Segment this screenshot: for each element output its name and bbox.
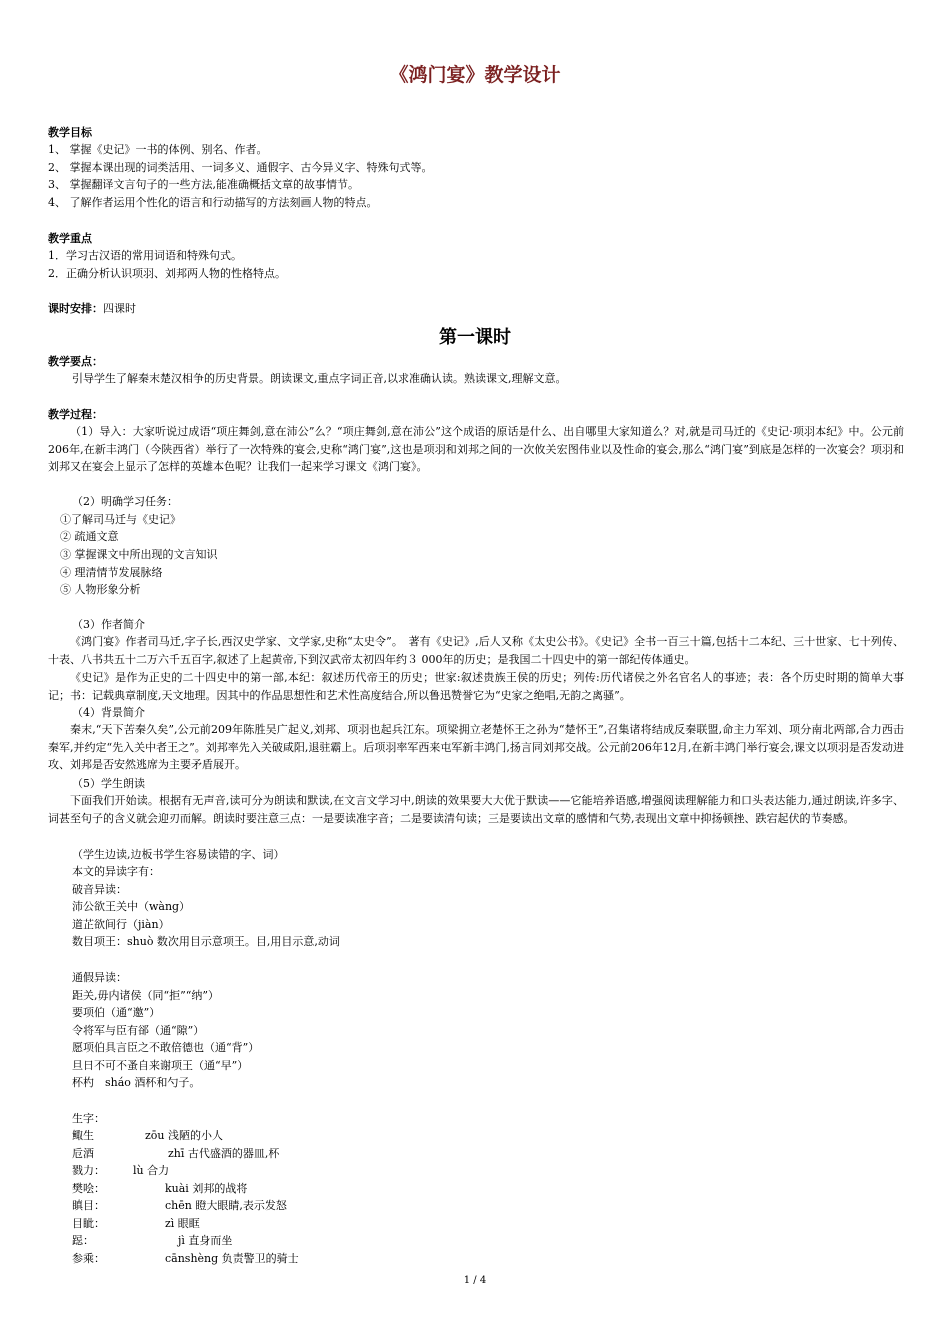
newchar-gloss: chēn 瞪大眼睛,表示发怒 bbox=[165, 1199, 287, 1212]
newchar-gloss: cānshèng 负责警卫的骑士 bbox=[165, 1252, 299, 1265]
variants-heading: 本文的异读字有： bbox=[72, 865, 160, 878]
intro-paragraph: （1）导入：大家听说过成语“项庄舞剑,意在沛公”么？“项庄舞剑,意在沛公”这个成语的原话是什么、出自哪里大家知道么？对,就是司马迁的《史记·项羽本纪》中。公元前206年,在新丰鸿门（今陕西省）举行了一次特殊的宴会,史称“鸿门宴”,这也是项羽和刘邦之间的一次攸关宏图伟业以及性命的宴会,那么“鸿门宴”到底是怎样的一次宴会？项羽和刘邦又在宴会上显示了怎样的英雄本色呢？让我们一起来学习课文《鸿门宴》。 bbox=[48, 425, 904, 473]
tongjia-item: 杯杓 sháo 酒杯和勺子。 bbox=[72, 1076, 201, 1089]
tongjia-item: 愿项伯具言臣之不敢倍德也（通“背”） bbox=[72, 1041, 260, 1054]
task-item: ①了解司马迁与《史记》 bbox=[60, 513, 181, 526]
tongjia-item: 要项伯（通“邀”） bbox=[72, 1006, 161, 1019]
tasks-heading: （2）明确学习任务： bbox=[72, 495, 178, 508]
newchar-term: 樊哙： bbox=[72, 1182, 105, 1195]
document-title: 《鸿门宴》教学设计 bbox=[389, 64, 561, 86]
newchar-term: 戮力： bbox=[72, 1164, 105, 1177]
pojin-heading: 破音异读： bbox=[72, 883, 127, 896]
newchar-gloss: zì 眼眶 bbox=[165, 1217, 200, 1230]
newchar-term: 鲰生 bbox=[72, 1129, 94, 1142]
newchar-gloss: zhī 古代盛酒的器皿,杯 bbox=[168, 1147, 280, 1160]
reading-heading: （5）学生朗读 bbox=[72, 777, 145, 790]
reading-note: （学生边读,边板书学生容易读错的字、词） bbox=[72, 848, 285, 861]
tongjia-item: 旦日不可不蚤自来谢项王（通“早”） bbox=[72, 1059, 249, 1072]
newchars-heading: 生字： bbox=[72, 1112, 105, 1125]
focus-heading: 教学重点 bbox=[48, 232, 92, 245]
newchar-term: 目眦： bbox=[72, 1217, 105, 1230]
reading-paragraph: 下面我们开始读。根据有无声音,读可分为朗读和默读,在文言文学习中,朗读的效果要大大优于默读——它能培养语感,增强阅读理解能力和口头表达能力,通过朗读,许多字、词甚至句子的含义就会迎刃而解。朗读时要注意三点：一是要读准字音；二是要读清句读；三是要读出文章的感情和气势,表现出文章中抑扬顿挫、跌宕起伏的节奏感。 bbox=[48, 794, 904, 825]
focus-item: 2．正确分析认识项羽、刘邦两人物的性格特点。 bbox=[48, 267, 286, 280]
newchar-gloss: jì 直身而坐 bbox=[178, 1234, 233, 1247]
goal-item: 1、 掌握《史记》一书的体例、别名、作者。 bbox=[48, 143, 268, 156]
task-item: ④ 理清情节发展脉络 bbox=[60, 566, 163, 579]
goal-item: 2、 掌握本课出现的词类活用、一词多义、通假字、古今异义字、特殊句式等。 bbox=[48, 161, 433, 174]
focus-item: 1．学习古汉语的常用词语和特殊句式。 bbox=[48, 249, 242, 262]
goal-item: 4、 了解作者运用个性化的语言和行动描写的方法刻画人物的特点。 bbox=[48, 196, 378, 209]
background-heading: （4）背景简介 bbox=[72, 706, 145, 719]
goals-heading: 教学目标 bbox=[48, 126, 92, 139]
newchar-gloss: zōu 浅陋的小人 bbox=[145, 1129, 223, 1142]
tongjia-item: 令将军与臣有郤（通“隙”） bbox=[72, 1024, 205, 1037]
newchar-gloss: kuài 刘邦的战将 bbox=[165, 1182, 248, 1195]
page-number: 1 / 4 bbox=[463, 1275, 487, 1286]
schedule-line bbox=[48, 300, 904, 317]
tongjia-heading: 通假异读： bbox=[72, 971, 127, 984]
author-paragraph: 《鸿门宴》作者司马迁,字子长,西汉史学家、文学家,史称“太史令”。 著有《史记》,后人又称《太史公书》。《史记》全书一百三十篇,包括十二本纪、三十世家、七十列传、十表、八书共五十二万六千五百字,叙述了上起黄帝,下到汉武帝太初四年约３ 000年的历史；是我国二十四史中的第一部纪传体通史。 bbox=[48, 635, 904, 666]
essentials-heading: 教学要点： bbox=[48, 355, 103, 368]
newchar-term: 瞋目： bbox=[72, 1199, 105, 1212]
background-paragraph: 秦末,“天下苦秦久矣”,公元前209年陈胜吴广起义,刘邦、项羽也起兵江东。项梁拥立老楚怀王之孙为“楚怀王”,召集诸将结成反秦联盟,命主力军刘、项分南北两部,合力西击秦军,并约定“先入关中者王之”。刘邦率先入关破咸阳,退驻霸上。后项羽率军西来屯军新丰鸿门,扬言同刘邦交战。公元前206年12月,在新丰鸿门举行宴会,课文以项羽是否发动进攻、刘邦是否安然逃席为主要矛盾展开。 bbox=[48, 723, 904, 771]
tongjia-item: 距关,毋内诸侯（同“拒”“纳”） bbox=[72, 989, 219, 1002]
newchar-term: 卮酒 bbox=[72, 1147, 94, 1160]
pojin-item: 数目项王：shuò 数次用目示意项王。目,用目示意,动词 bbox=[72, 935, 340, 948]
process-heading: 教学过程： bbox=[48, 408, 103, 421]
pojin-item: 沛公欲王关中（wàng） bbox=[72, 900, 191, 913]
essentials-text: 引导学生了解秦末楚汉相争的历史背景。朗读课文,重点字词正音,以求准确认读。熟读课文,理解文意。 bbox=[72, 372, 567, 385]
newchar-term: 参乘： bbox=[72, 1252, 105, 1265]
author-paragraph: 《史记》是作为正史的二十四史中的第一部,本纪：叙述历代帝王的历史；世家:叙述贵族王侯的历史；列传:历代诸侯之外名官名人的事迹；表：各个历史时期的简单大事记；书：记载典章制度,天文地理。因其中的作品思想性和艺术性高度结合,所以鲁迅赞誉它为“史家之绝唱,无韵之离骚”。 bbox=[48, 671, 904, 702]
task-item: ② 疏通文意 bbox=[60, 530, 119, 543]
newchar-term: 跽： bbox=[72, 1234, 94, 1247]
task-item: ⑤ 人物形象分析 bbox=[60, 583, 141, 596]
schedule-value: 四课时 bbox=[103, 302, 136, 315]
pojin-item: 道芷欲间行（jiàn） bbox=[72, 918, 170, 931]
author-heading: （3）作者简介 bbox=[72, 618, 145, 631]
task-item: ③ 掌握课文中所出现的文言知识 bbox=[60, 548, 218, 561]
newchar-gloss: lù 合力 bbox=[133, 1164, 170, 1177]
goal-item: 3、 掌握翻译文言句子的一些方法,能准确概括文章的故事情节。 bbox=[48, 178, 359, 191]
lesson-title: 第一课时 bbox=[439, 327, 511, 348]
schedule-label: 课时安排： bbox=[48, 302, 103, 315]
